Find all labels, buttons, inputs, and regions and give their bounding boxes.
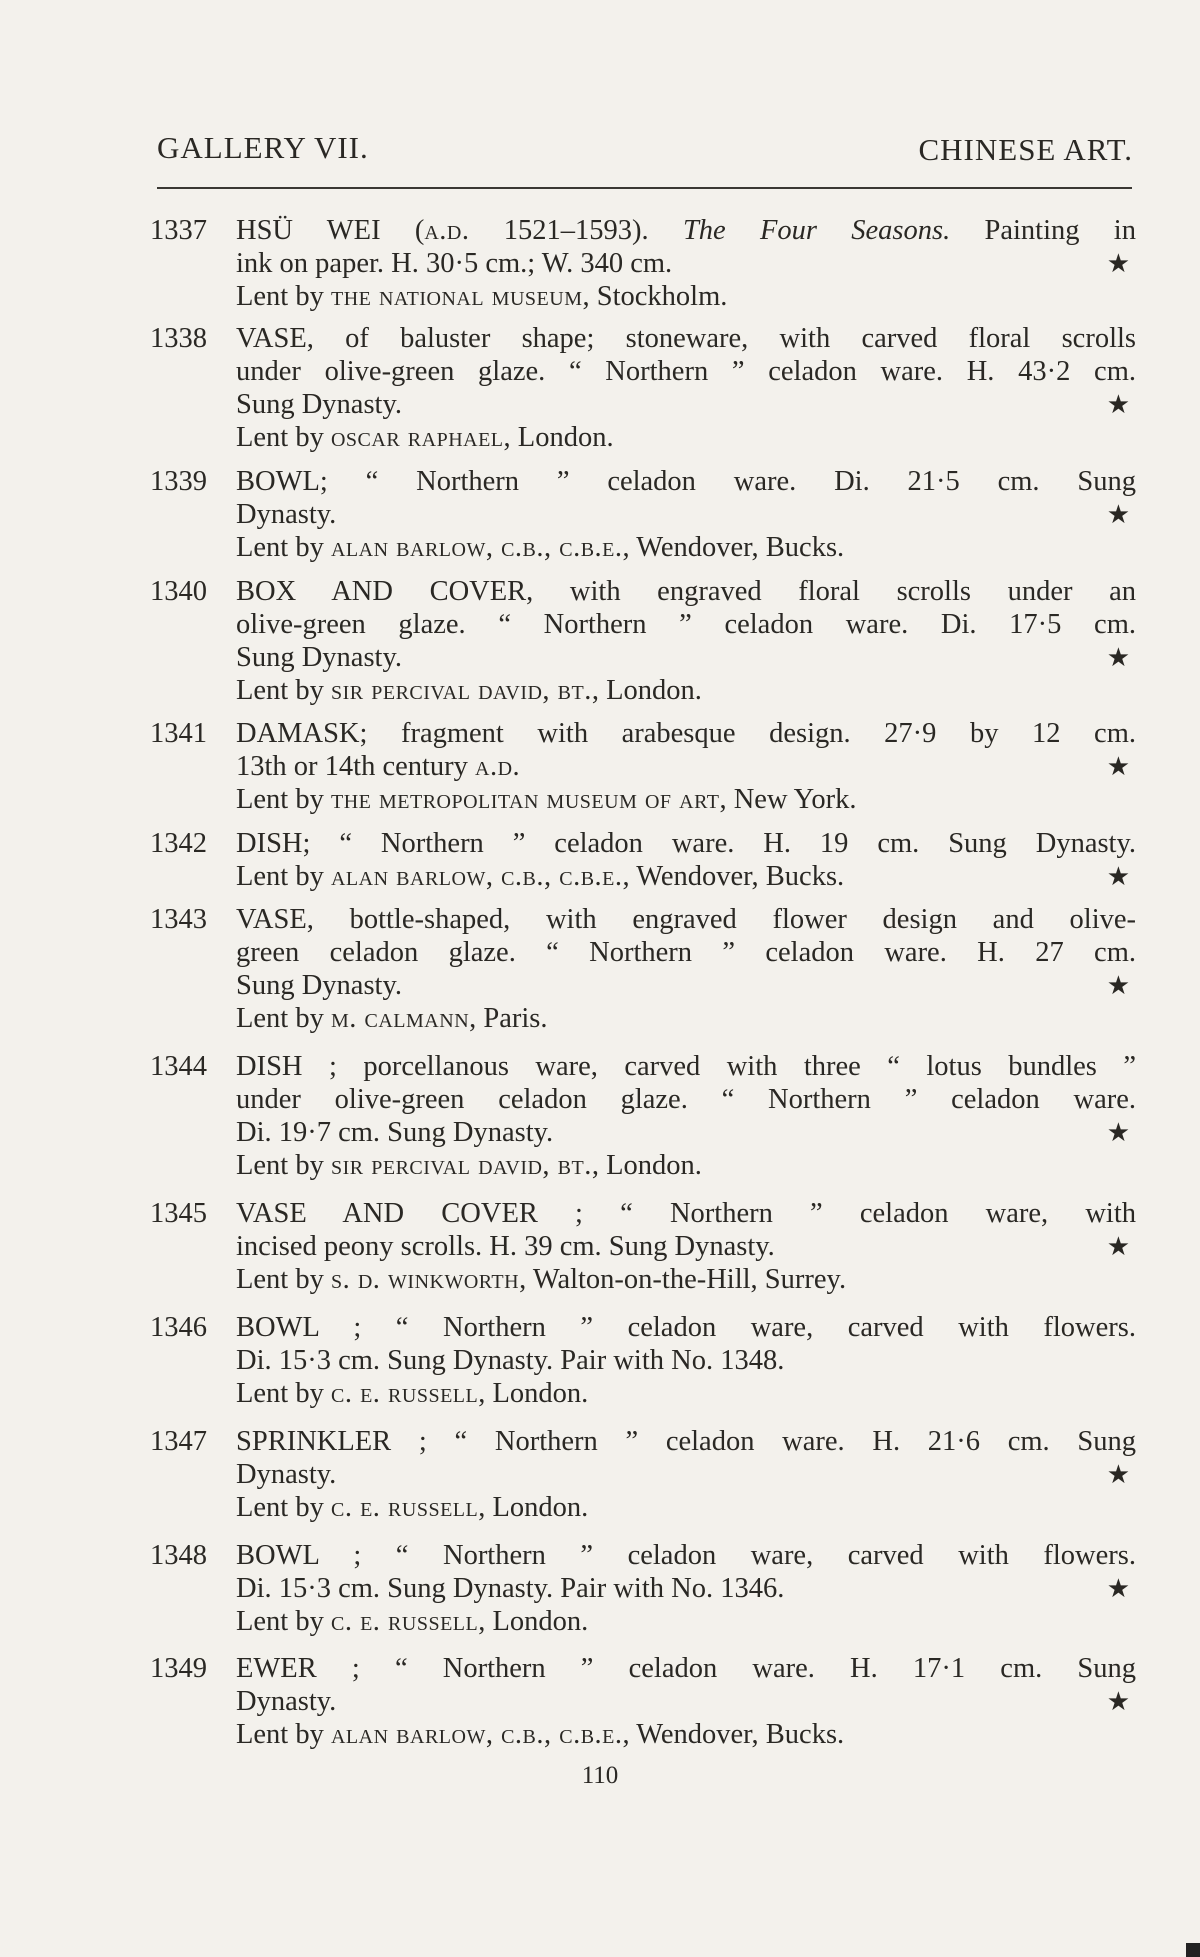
- entry-text: ink on paper. H. 30·5 cm.; W. 340 cm.: [236, 248, 673, 279]
- entry-number: 1341: [150, 718, 207, 749]
- entry-line: BOWL; “ Northern ” celadon ware. Di. 21·5 cm. Sung: [236, 466, 1136, 497]
- star-icon: ★: [1106, 971, 1130, 1000]
- star-icon: ★: [1106, 1574, 1130, 1603]
- entry-body: [236, 903, 1136, 1035]
- entry-number: 1343: [150, 904, 207, 935]
- entry-number: 1349: [150, 1653, 207, 1684]
- lender-line: [236, 531, 1136, 564]
- lender-name: the national museum: [330, 281, 583, 312]
- lender-line: [236, 1263, 1136, 1296]
- entry-line: [236, 750, 1136, 783]
- entry-line: BOWL ; “ Northern ” celadon ware, carved with flowers.: [236, 1312, 1136, 1343]
- section-heading: CHINESE ART.: [918, 132, 1133, 167]
- lent-by-label: Lent by: [236, 1606, 331, 1637]
- star-icon: ★: [1106, 1460, 1130, 1489]
- entry-text: Di. 15·3 cm. Sung Dynasty. Pair with No. 1346.: [236, 1573, 785, 1604]
- entry-line: [236, 1230, 1136, 1263]
- lender-line: [236, 1149, 1136, 1182]
- lender-location: , Walton-on-the-Hill, Surrey.: [519, 1264, 847, 1295]
- entry-line: BOWL ; “ Northern ” celadon ware, carved with flowers.: [236, 1540, 1136, 1571]
- entry-text: Sung Dynasty.: [236, 642, 402, 673]
- entry-line: [236, 1685, 1136, 1718]
- lent-by-label: Lent by: [236, 1719, 331, 1750]
- star-icon: ★: [1106, 249, 1130, 278]
- lent-by-label: Lent by: [236, 422, 331, 453]
- lender-line: [236, 1718, 1136, 1751]
- lender-line: [236, 860, 1136, 893]
- entry-line: green celadon glaze. “ Northern ” celadon ware. H. 27 cm.: [236, 937, 1136, 968]
- entry-text: Sung Dynasty.: [236, 389, 402, 420]
- entry-number: 1340: [150, 576, 207, 607]
- gallery-heading: GALLERY VII.: [157, 130, 369, 165]
- entry-line: Di. 15·3 cm. Sung Dynasty. Pair with No. 1348.: [236, 1345, 785, 1376]
- lent-by-label: Lent by: [236, 1003, 331, 1034]
- star-icon: ★: [1106, 1118, 1130, 1147]
- lender-location: , New York.: [719, 784, 857, 815]
- lender-name: c. e. russell: [330, 1492, 479, 1523]
- era-abbrev: a.d.: [475, 751, 521, 782]
- entry-line: [236, 214, 1136, 247]
- entry-body: [236, 717, 1136, 816]
- entry-text: Dynasty.: [236, 1459, 337, 1490]
- entry-number: 1347: [150, 1426, 207, 1457]
- lender-name: s. d. winkworth: [330, 1264, 520, 1295]
- lender-line: [236, 1491, 1136, 1524]
- lent-by-label: Lent by: [236, 861, 331, 892]
- entry-dates: 1521–1593).: [469, 215, 683, 246]
- header-rule: [157, 187, 1132, 189]
- entry-line: olive-green glaze. “ Northern ” celadon ware. Di. 17·5 cm.: [236, 609, 1136, 640]
- entry-text: Dynasty.: [236, 499, 337, 530]
- entry-body: [236, 1197, 1136, 1296]
- lender-name: alan barlow, c.b., c.b.e.: [330, 861, 623, 892]
- entry-line: SPRINKLER ; “ Northern ” celadon ware. H. 21·6 cm. Sung: [236, 1426, 1136, 1457]
- page-number: 110: [581, 1762, 619, 1789]
- entry-line: [236, 1458, 1136, 1491]
- entry-body: [236, 1539, 1136, 1638]
- star-icon: ★: [1106, 862, 1130, 891]
- entry-text: 13th or 14th century: [236, 751, 476, 782]
- lent-by-label: Lent by: [236, 1150, 331, 1181]
- entry-number: 1348: [150, 1540, 207, 1571]
- entry-text: Sung Dynasty.: [236, 970, 402, 1001]
- entry-body: [236, 827, 1136, 893]
- entry-body: [236, 1425, 1136, 1524]
- lent-by-label: Lent by: [236, 675, 331, 706]
- lent-by-label: Lent by: [236, 1378, 331, 1409]
- entry-text: Dynasty.: [236, 1686, 337, 1717]
- entry-body: [236, 575, 1136, 707]
- entry-line: [236, 1116, 1136, 1149]
- lent-by-label: Lent by: [236, 532, 331, 563]
- lender-name: sir percival david, bt.: [330, 1150, 592, 1181]
- lender-name: the metropolitan museum of art: [330, 784, 720, 815]
- lent-by-label: Lent by: [236, 1492, 331, 1523]
- entry-body: [236, 1652, 1136, 1751]
- lender-location: , London.: [478, 1492, 589, 1523]
- entry-line: VASE, of baluster shape; stoneware, with carved floral scrolls: [236, 323, 1136, 354]
- lender-name: m. calmann: [330, 1003, 470, 1034]
- lender-line: [236, 674, 1136, 707]
- lender-name: c. e. russell: [330, 1378, 479, 1409]
- lender-line: [236, 1002, 1136, 1035]
- entry-medium: Painting in: [950, 215, 1136, 246]
- entry-line: under olive-green glaze. “ Northern ” celadon ware. H. 43·2 cm.: [236, 356, 1136, 387]
- lender-location: , London.: [478, 1378, 589, 1409]
- entry-body: [236, 214, 1136, 313]
- lender-location: , Wendover, Bucks.: [622, 861, 845, 892]
- entry-body: [236, 1311, 1136, 1410]
- entry-line: EWER ; “ Northern ” celadon ware. H. 17·1 cm. Sung: [236, 1653, 1136, 1684]
- lender-name: c. e. russell: [330, 1606, 479, 1637]
- era-abbrev: a.d.: [424, 215, 470, 246]
- entry-text: Di. 19·7 cm. Sung Dynasty.: [236, 1117, 554, 1148]
- lender-line: [236, 421, 1136, 454]
- lent-by-label: Lent by: [236, 1264, 331, 1295]
- entry-line: [236, 969, 1136, 1002]
- star-icon: ★: [1106, 500, 1130, 529]
- entry-line: DAMASK; fragment with arabesque design. 27·9 by 12 cm.: [236, 718, 1136, 749]
- lender-location: , London.: [591, 1150, 702, 1181]
- entry-line: DISH; “ Northern ” celadon ware. H. 19 cm. Sung Dynasty.: [236, 828, 1136, 859]
- entry-body: [236, 322, 1136, 454]
- lent-by-label: Lent by: [236, 784, 331, 815]
- entry-line: [236, 641, 1136, 674]
- lender-name: sir percival david, bt.: [330, 675, 592, 706]
- entry-line: [236, 1572, 1136, 1605]
- lender-location: , London.: [503, 422, 614, 453]
- entry-text: incised peony scrolls. H. 39 cm. Sung Dynasty.: [236, 1231, 775, 1262]
- lender-location: , London.: [478, 1606, 589, 1637]
- entry-line: DISH ; porcellanous ware, carved with three “ lotus bundles ”: [236, 1051, 1136, 1082]
- artwork-title: The Four Seasons.: [682, 215, 951, 246]
- lender-line: [236, 783, 1136, 816]
- lender-name: alan barlow, c.b., c.b.e.: [330, 1719, 623, 1750]
- lender-location: , London.: [591, 675, 702, 706]
- entry-line: [236, 247, 1136, 280]
- star-icon: ★: [1106, 752, 1130, 781]
- star-icon: ★: [1106, 1687, 1130, 1716]
- star-icon: ★: [1106, 1232, 1130, 1261]
- entry-number: 1346: [150, 1312, 207, 1343]
- entry-number: 1345: [150, 1198, 207, 1229]
- entry-line: [236, 498, 1136, 531]
- entry-title: HSÜ WEI (: [236, 215, 425, 246]
- entry-number: 1339: [150, 466, 207, 497]
- entry-number: 1342: [150, 828, 207, 859]
- entry-number: 1337: [150, 215, 207, 246]
- lender-name: alan barlow, c.b., c.b.e.: [330, 532, 623, 563]
- entry-body: [236, 1050, 1136, 1182]
- entry-line: VASE AND COVER ; “ Northern ” celadon ware, with: [236, 1198, 1136, 1229]
- lender-name: oscar raphael: [330, 422, 504, 453]
- lender-location: , Stockholm.: [582, 281, 728, 312]
- lent-by-label: Lent by: [236, 281, 331, 312]
- star-icon: ★: [1106, 643, 1130, 672]
- running-header: [157, 124, 1133, 174]
- lender-line: [236, 280, 1136, 313]
- lender-location: , Wendover, Bucks.: [622, 1719, 845, 1750]
- lender-line: [236, 1605, 1136, 1638]
- lender-location: , Paris.: [469, 1003, 548, 1034]
- entry-body: [236, 465, 1136, 564]
- lender-location: , Wendover, Bucks.: [622, 532, 845, 563]
- entry-line: [236, 388, 1136, 421]
- entry-line: under olive-green celadon glaze. “ Northern ” celadon ware.: [236, 1084, 1136, 1115]
- scan-corner-mark: [1186, 1943, 1200, 1957]
- entry-line: VASE, bottle-shaped, with engraved flower design and olive-: [236, 904, 1136, 935]
- entry-line: BOX AND COVER, with engraved floral scrolls under an: [236, 576, 1136, 607]
- star-icon: ★: [1106, 390, 1130, 419]
- lender-line: [236, 1377, 1136, 1410]
- entry-number: 1338: [150, 323, 207, 354]
- entry-number: 1344: [150, 1051, 207, 1082]
